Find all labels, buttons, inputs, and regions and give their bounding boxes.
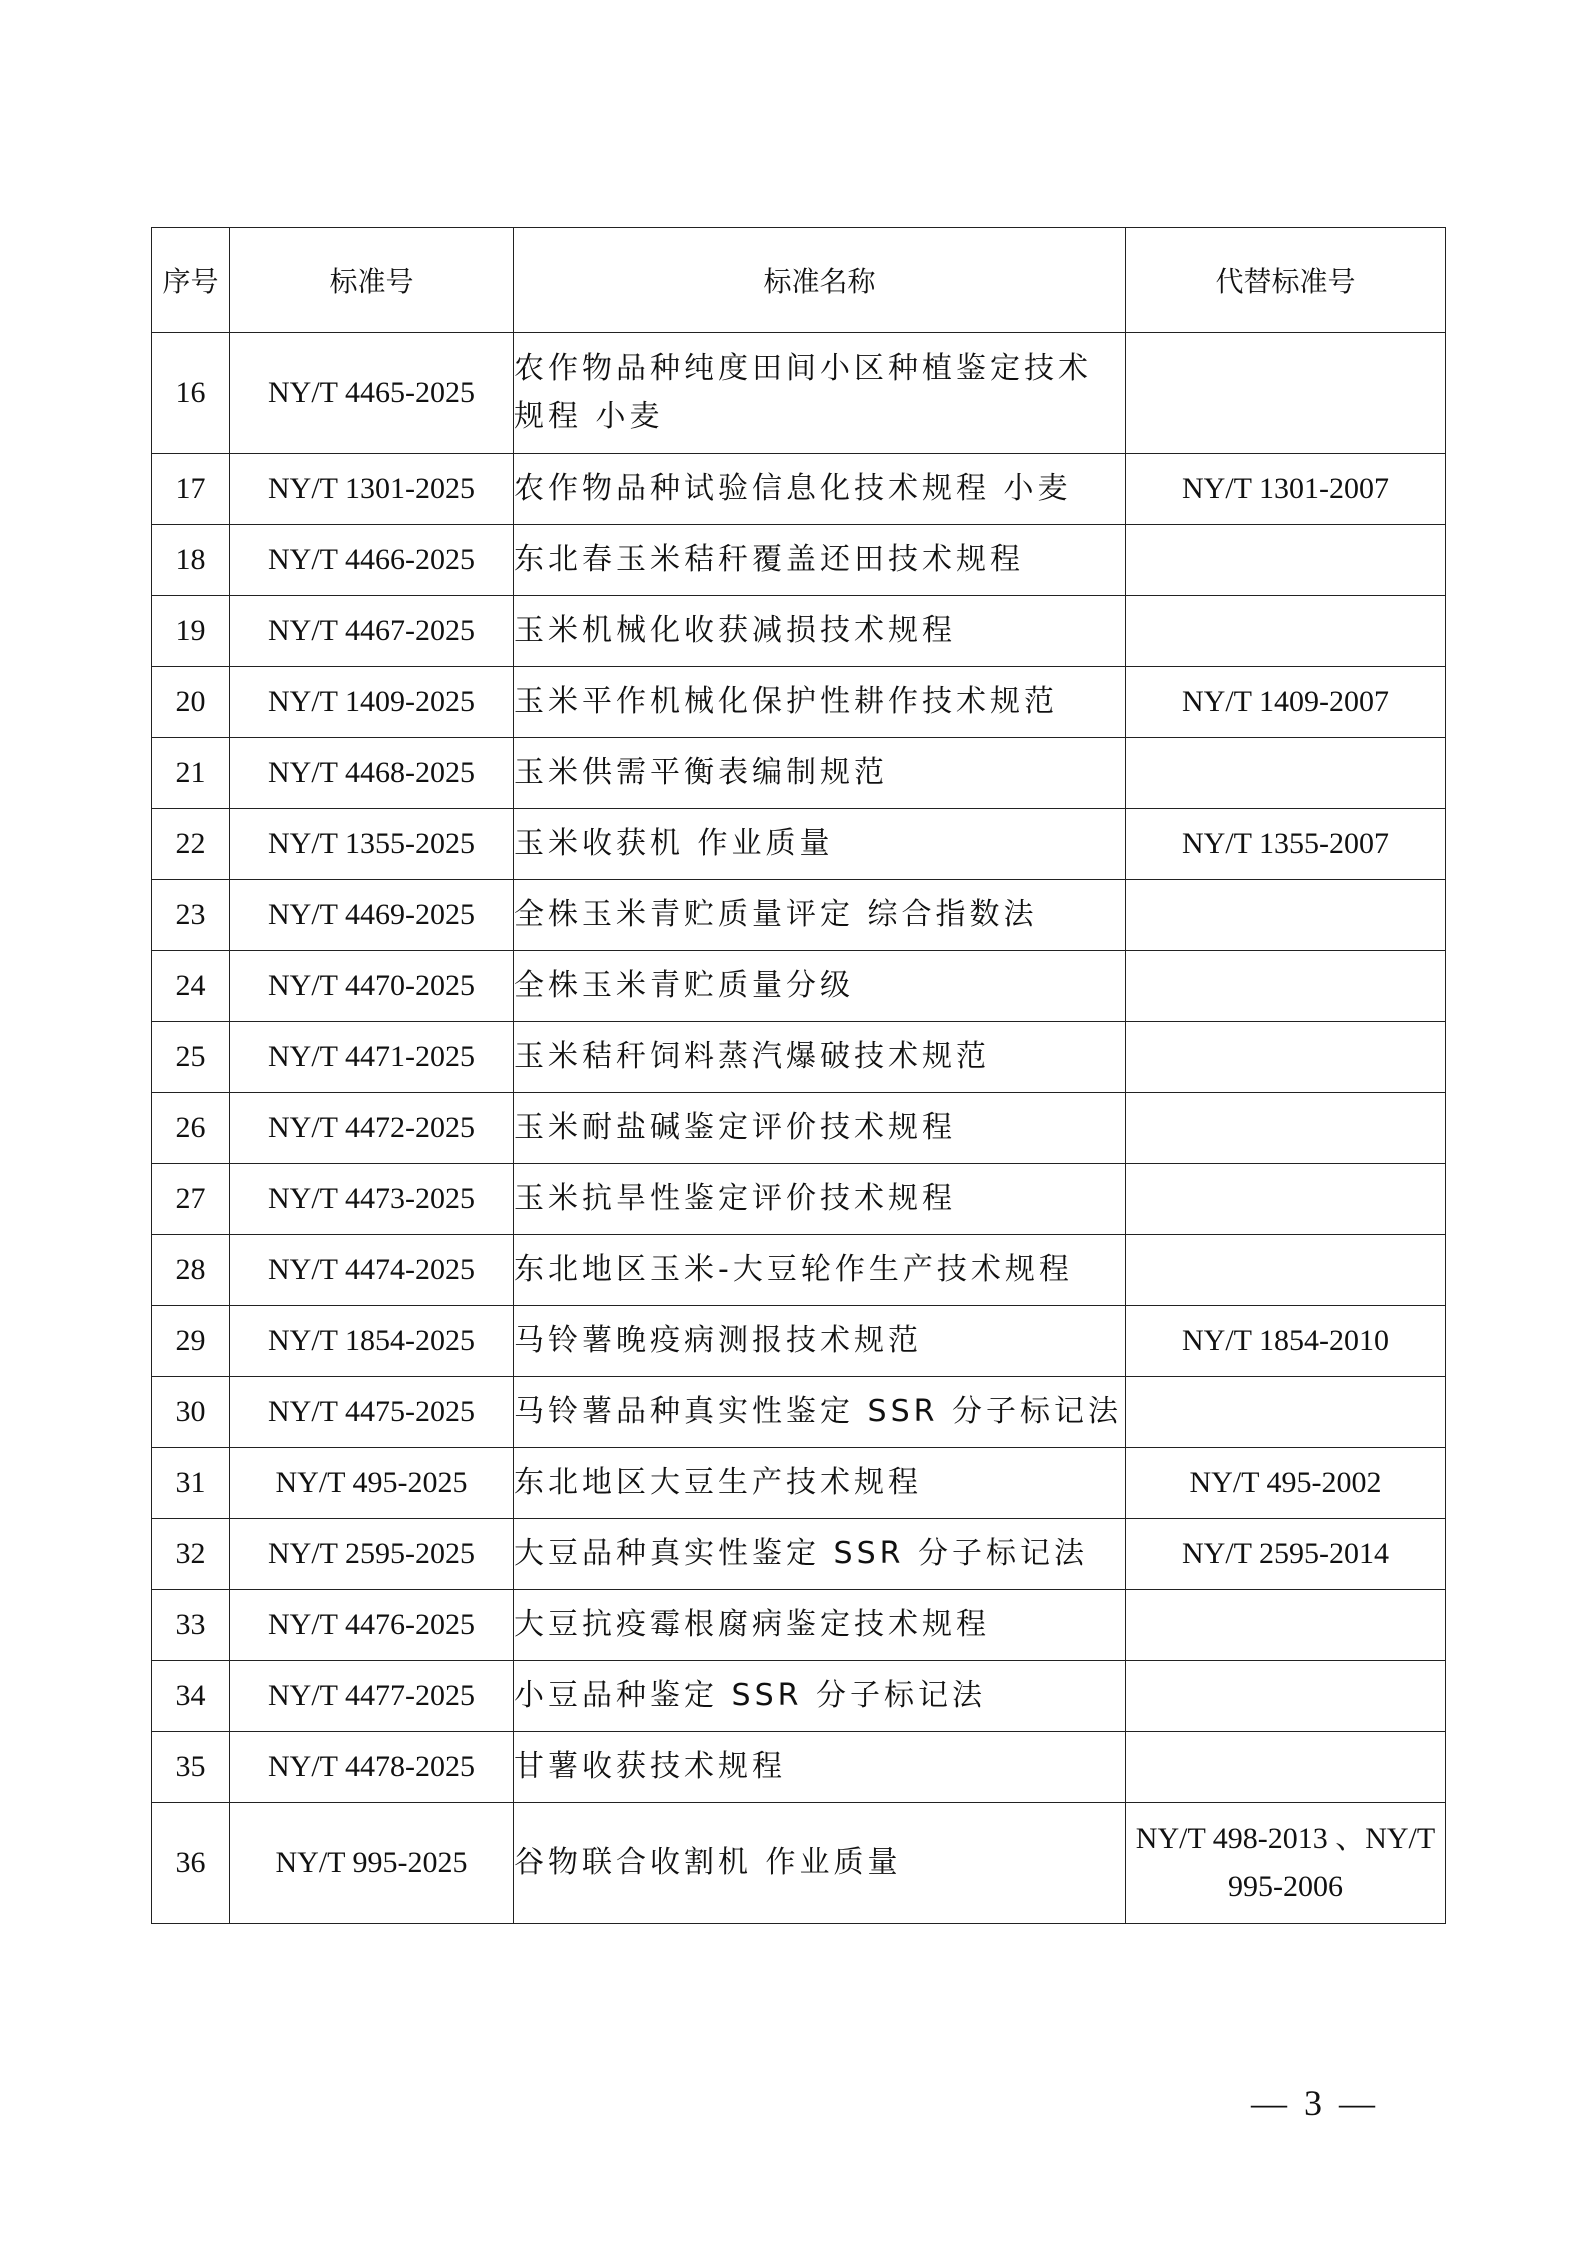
row-standard-number: NY/T 4474-2025 [230, 1235, 514, 1306]
row-standard-name: 全株玉米青贮质量分级 [514, 951, 1126, 1022]
row-standard-name: 东北地区玉米-大豆轮作生产技术规程 [514, 1235, 1126, 1306]
row-replaced-standard: NY/T 495-2002 [1126, 1448, 1446, 1519]
row-replaced-standard [1126, 738, 1446, 809]
row-replaced-standard [1126, 525, 1446, 596]
row-standard-name: 农作物品种纯度田间小区种植鉴定技术规程 小麦 [514, 333, 1126, 454]
table-row [152, 1803, 1446, 1924]
row-standard-name: 大豆抗疫霉根腐病鉴定技术规程 [514, 1590, 1126, 1661]
row-seq: 23 [152, 880, 230, 951]
row-standard-name: 全株玉米青贮质量评定 综合指数法 [514, 880, 1126, 951]
header-seq: 序号 [152, 228, 230, 333]
row-standard-number: NY/T 495-2025 [230, 1448, 514, 1519]
row-standard-name: 玉米秸秆饲料蒸汽爆破技术规范 [514, 1022, 1126, 1093]
row-standard-number: NY/T 1854-2025 [230, 1306, 514, 1377]
row-standard-number: NY/T 4470-2025 [230, 951, 514, 1022]
row-standard-number: NY/T 4477-2025 [230, 1661, 514, 1732]
row-standard-name: 玉米供需平衡表编制规范 [514, 738, 1126, 809]
row-standard-name: 东北地区大豆生产技术规程 [514, 1448, 1126, 1519]
row-seq: 20 [152, 667, 230, 738]
row-seq: 32 [152, 1519, 230, 1590]
row-standard-name: 小豆品种鉴定 SSR 分子标记法 [514, 1661, 1126, 1732]
row-standard-number: NY/T 2595-2025 [230, 1519, 514, 1590]
table-row [152, 880, 1446, 951]
table-row [152, 454, 1446, 525]
row-replaced-standard: NY/T 2595-2014 [1126, 1519, 1446, 1590]
row-replaced-standard: NY/T 1355-2007 [1126, 809, 1446, 880]
row-standard-number: NY/T 4473-2025 [230, 1164, 514, 1235]
table-row [152, 1448, 1446, 1519]
row-standard-name: 玉米机械化收获减损技术规程 [514, 596, 1126, 667]
row-replaced-standard [1126, 880, 1446, 951]
row-standard-number: NY/T 4475-2025 [230, 1377, 514, 1448]
row-standard-name: 大豆品种真实性鉴定 SSR 分子标记法 [514, 1519, 1126, 1590]
table-row [152, 525, 1446, 596]
table-row [152, 738, 1446, 809]
row-replaced-standard [1126, 1732, 1446, 1803]
table-row [152, 1661, 1446, 1732]
row-seq: 21 [152, 738, 230, 809]
row-standard-number: NY/T 4468-2025 [230, 738, 514, 809]
row-seq: 24 [152, 951, 230, 1022]
row-standard-number: NY/T 1409-2025 [230, 667, 514, 738]
page-number: — 3 — [1251, 2083, 1379, 2123]
table-row [152, 1732, 1446, 1803]
row-seq: 17 [152, 454, 230, 525]
table-row [152, 1377, 1446, 1448]
row-replaced-standard [1126, 1235, 1446, 1306]
row-replaced-standard [1126, 1093, 1446, 1164]
row-seq: 28 [152, 1235, 230, 1306]
row-standard-name: 玉米平作机械化保护性耕作技术规范 [514, 667, 1126, 738]
standards-table [151, 227, 1446, 1924]
row-seq: 18 [152, 525, 230, 596]
header-row [152, 228, 1446, 333]
row-replaced-standard [1126, 1661, 1446, 1732]
row-seq: 26 [152, 1093, 230, 1164]
table-row [152, 1590, 1446, 1661]
table-header [152, 228, 1446, 333]
table-row [152, 1519, 1446, 1590]
row-standard-number: NY/T 4469-2025 [230, 880, 514, 951]
table-row [152, 1093, 1446, 1164]
row-replaced-standard: NY/T 1854-2010 [1126, 1306, 1446, 1377]
row-standard-name: 甘薯收获技术规程 [514, 1732, 1126, 1803]
row-seq: 30 [152, 1377, 230, 1448]
row-standard-number: NY/T 4465-2025 [230, 333, 514, 454]
row-seq: 19 [152, 596, 230, 667]
row-replaced-standard [1126, 1022, 1446, 1093]
row-standard-number: NY/T 995-2025 [230, 1803, 514, 1924]
row-standard-name: 农作物品种试验信息化技术规程 小麦 [514, 454, 1126, 525]
row-seq: 33 [152, 1590, 230, 1661]
row-standard-name: 马铃薯晚疫病测报技术规范 [514, 1306, 1126, 1377]
row-standard-number: NY/T 4478-2025 [230, 1732, 514, 1803]
row-replaced-standard [1126, 596, 1446, 667]
table-row [152, 596, 1446, 667]
header-standard-number: 标准号 [230, 228, 514, 333]
row-seq: 25 [152, 1022, 230, 1093]
row-seq: 31 [152, 1448, 230, 1519]
row-replaced-standard [1126, 1590, 1446, 1661]
header-standard-name: 标准名称 [514, 228, 1126, 333]
row-seq: 34 [152, 1661, 230, 1732]
table-row [152, 1164, 1446, 1235]
table-row [152, 1235, 1446, 1306]
row-standard-name: 玉米收获机 作业质量 [514, 809, 1126, 880]
row-replaced-standard [1126, 1377, 1446, 1448]
row-replaced-standard [1126, 333, 1446, 454]
table-row [152, 667, 1446, 738]
table-row [152, 809, 1446, 880]
row-standard-number: NY/T 4471-2025 [230, 1022, 514, 1093]
row-standard-name: 东北春玉米秸秆覆盖还田技术规程 [514, 525, 1126, 596]
row-replaced-standard: NY/T 1301-2007 [1126, 454, 1446, 525]
row-standard-name: 玉米耐盐碱鉴定评价技术规程 [514, 1093, 1126, 1164]
row-standard-number: NY/T 4476-2025 [230, 1590, 514, 1661]
table-body [152, 333, 1446, 1924]
row-seq: 29 [152, 1306, 230, 1377]
row-standard-number: NY/T 4466-2025 [230, 525, 514, 596]
table-row [152, 333, 1446, 454]
row-seq: 22 [152, 809, 230, 880]
row-seq: 27 [152, 1164, 230, 1235]
table-row [152, 951, 1446, 1022]
row-standard-name: 玉米抗旱性鉴定评价技术规程 [514, 1164, 1126, 1235]
row-standard-number: NY/T 1355-2025 [230, 809, 514, 880]
row-standard-number: NY/T 4472-2025 [230, 1093, 514, 1164]
table-row [152, 1022, 1446, 1093]
row-seq: 36 [152, 1803, 230, 1924]
table-row [152, 1306, 1446, 1377]
header-replaced-standard: 代替标准号 [1126, 228, 1446, 333]
row-seq: 35 [152, 1732, 230, 1803]
row-standard-number: NY/T 1301-2025 [230, 454, 514, 525]
row-seq: 16 [152, 333, 230, 454]
row-replaced-standard [1126, 951, 1446, 1022]
row-replaced-standard: NY/T 498-2013 、NY/T 995-2006 [1126, 1803, 1446, 1924]
row-replaced-standard: NY/T 1409-2007 [1126, 667, 1446, 738]
row-standard-number: NY/T 4467-2025 [230, 596, 514, 667]
row-standard-name: 马铃薯品种真实性鉴定 SSR 分子标记法 [514, 1377, 1126, 1448]
row-standard-name: 谷物联合收割机 作业质量 [514, 1803, 1126, 1924]
row-replaced-standard [1126, 1164, 1446, 1235]
